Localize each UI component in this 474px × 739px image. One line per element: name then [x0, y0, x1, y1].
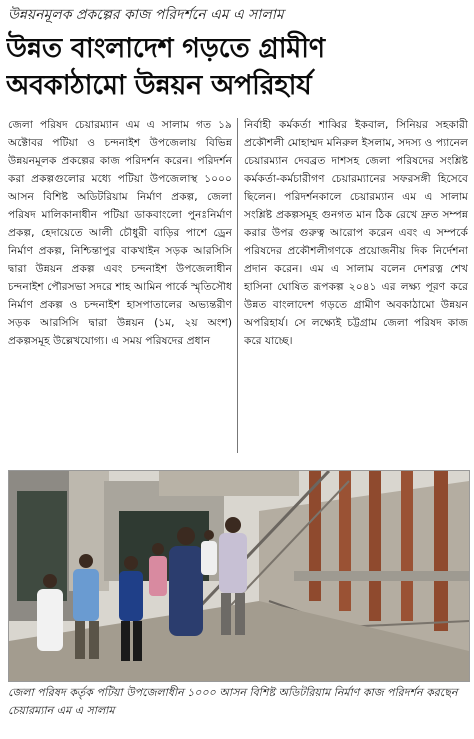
kicker-line: উন্নয়নমূলক প্রকল্পের কাজ পরিদর্শনে এম এ সালাম [8, 7, 284, 23]
article-column-right: নির্বাহী কর্মকর্তা শাব্বির ইকবাল, সিনিয়র সহকারী প্রকৌশলী মোহাম্মদ মনিরুল ইসলাম, সদস্য ও প্যানেল চেয়ারম্যান দেবব্রত দাশসহ জেলা পরিষদের সংশ্লিষ্ট কর্মকর্তা-কর্মচারীগণ চেয়ারম্যানের সফরসঙ্গী হিসেবে ছিলেন। পরিদর্শনকালে চেয়ারম্যান এম এ সালাম সংশ্লিষ্ট প্রকল্পসমূহ গুনগত মান ঠিক রেখে দ্রুত সম্পন্ন করার উপর গুরুত্ব আরোপ করেন এবং এ সম্পর্কে পরিষদের প্রকৌশলীগণকে প্রয়োজনীয় দিক নির্দেশনা প্রদান করেন। এম এ সালাম বলেন দেশরত্ন শেখ হাসিনা ঘোষিত রূপকল্প ২০৪১ এর লক্ষ্য পূরণ করে উন্নত বাংলাদেশ গড়তে গ্রামীণ অবকাঠামো উন্নয়ন অপরিহার্য। সে লক্ষ্যেই চট্টগ্রাম জেলা পরিষদ কাজ করে যাচ্ছে। [244, 118, 468, 347]
headline [6, 30, 468, 104]
headline-line-2: অবকাঠামো উন্নয়ন অপরিহার্য [6, 70, 312, 101]
headline-line-1: উন্নত বাংলাদেশ গড়তে গ্রামীণ [6, 33, 325, 64]
photo-caption: জেলা পরিষদ কর্তৃক পটিয়া উপজেলাধীন ১০০০ আসন বিশিষ্ট অডিটরিয়াম নির্মাণ কাজ পরিদর্শন করছেন চেয়ারম্যান এম এ সালাম [8, 686, 458, 717]
construction-site-photo [9, 471, 469, 681]
article-column-left: জেলা পরিষদ চেয়ারম্যান এম এ সালাম গত ১৯ অক্টোবর পটিয়া ও চন্দনাইশ উপজেলায় বিভিন্ন উন্নয়নমূলক প্রকল্পের কাজ পরিদর্শন করেন। পরিদর্শন করা প্রকল্পগুলোর মধ্যে পটিয়া উপজেলাস্থ ১০০০ আসন বিশিষ্ট অডিটরিয়াম নির্মাণ প্রকল্প, জেলা পরিষদ মালিকানাধীন পটিয়া ডাকবাংলো পুনঃনির্মাণ প্রকল্প, হেদায়েতে আলী চৌধুরী বাড়ির পাশে ড্রেন নির্মাণ প্রকল্প, নিশ্চিন্তাপুর বাকখাইন সড়ক আরসিসি দ্বারা উন্নয়ন প্রকল্প এবং চন্দনাইশ উপজেলাধীন চন্দনাইশ পৌরসভা সদরে শাহ আমিন পার্কে স্মৃতিসৌধ নির্মাণ প্রকল্প ও চন্দনাইশ হাসপাতালের অভ্যন্তরীণ সড়ক আরসিসি দ্বারা উন্নয়ন (১ম, ২য় অংশ) প্রকল্পসমূহ উল্লেখযোগ্য। এ সময় পরিষদের প্রধান [8, 118, 232, 347]
news-photo [8, 470, 470, 682]
article-body [8, 116, 468, 461]
column-divider [237, 118, 238, 453]
